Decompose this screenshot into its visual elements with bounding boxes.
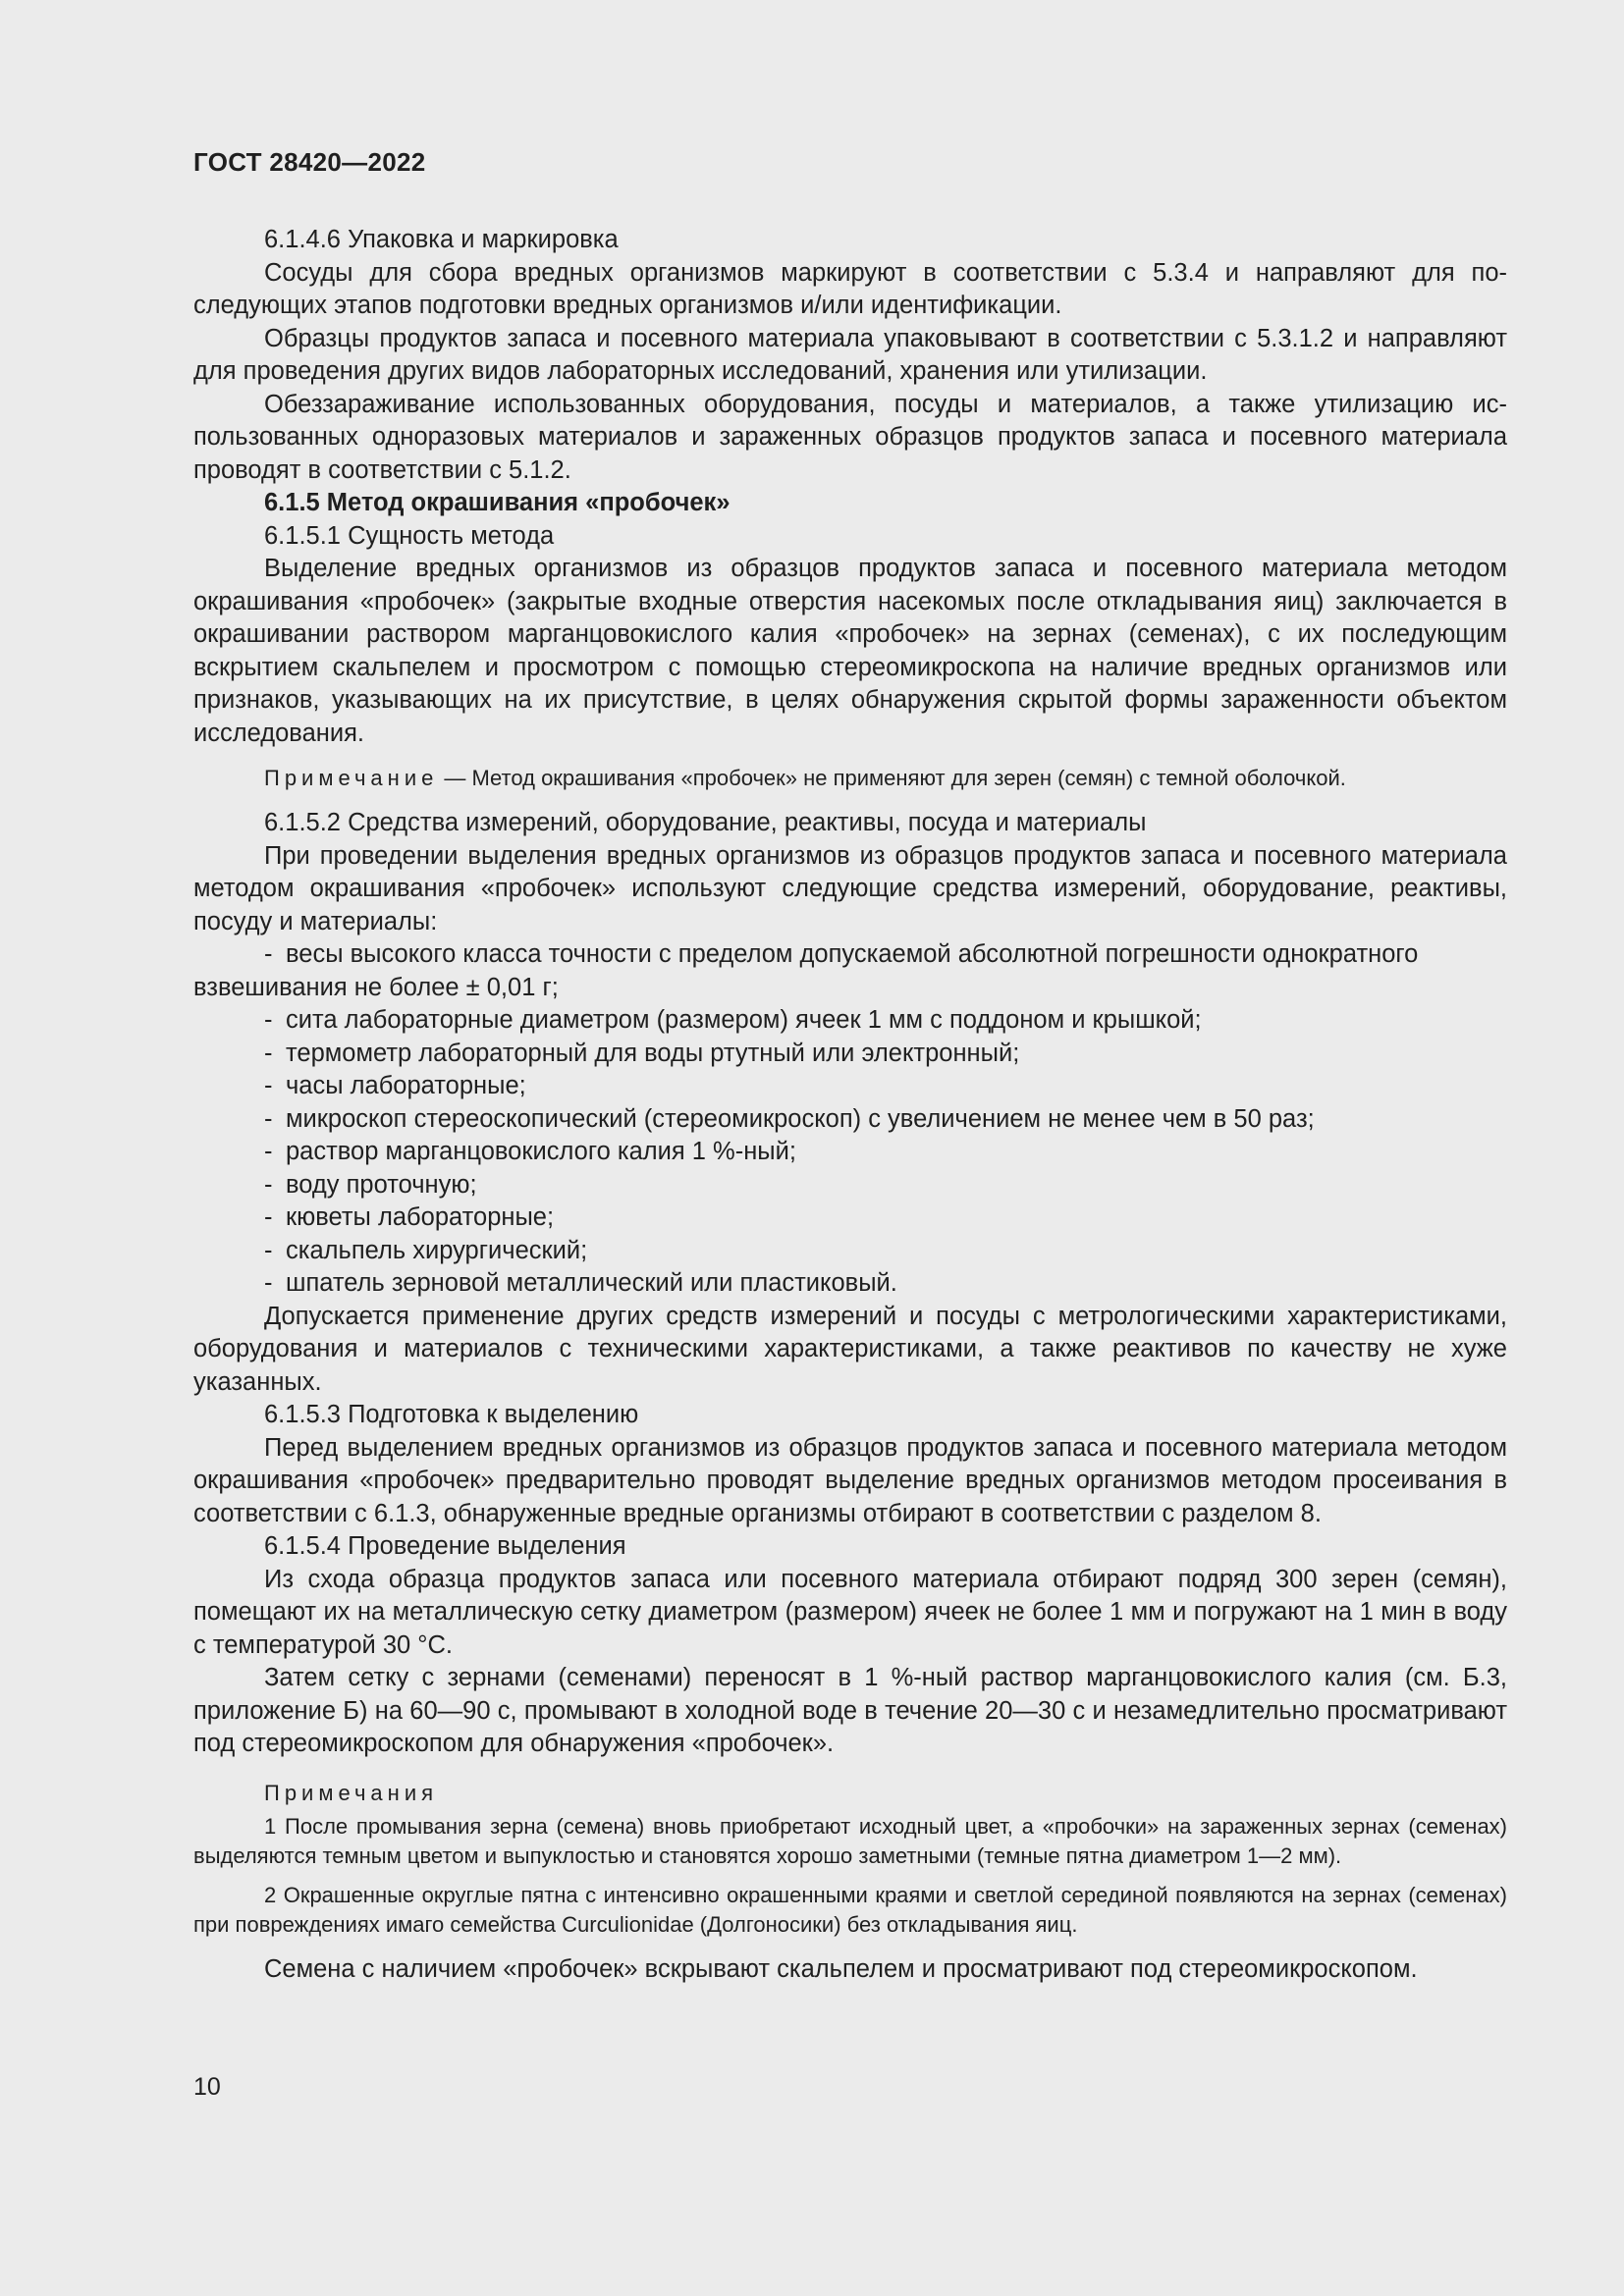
note-text: — Метод окрашивания «пробочек» не применяют для зерен (семян) с темной оболочкой. — [444, 766, 1346, 790]
list-item-text: скальпель хирургический; — [286, 1236, 588, 1264]
list-item-text: шпатель зерновой металлический или пластиковый. — [286, 1269, 897, 1297]
list-item — [193, 938, 1507, 1004]
spacer — [193, 1871, 1507, 1881]
list-item — [193, 1038, 1507, 1071]
list-item-text: микроскоп стереоскопический (стереомикроскоп) с увеличением не менее чем в 50 раз; — [286, 1104, 1315, 1133]
list-item-text: сита лабораторные диаметром (размером) ячеек 1 мм с поддоном и крышкой; — [286, 1006, 1202, 1034]
standard-header: ГОСТ 28420—2022 — [193, 147, 426, 177]
notes-heading: Примечания — [264, 1780, 439, 1805]
list-dash: - — [264, 1236, 273, 1264]
list-item — [193, 1169, 1507, 1202]
paragraph: Обеззараживание использованных оборудования, посуды и материалов, а также утилизацию использованных одноразовых материалов и зараженных образцов продуктов запаса и посевного материала проводят в соответствии с 5.1.2. — [193, 390, 1507, 484]
list-dash: - — [264, 1203, 273, 1231]
list-item — [193, 1070, 1507, 1103]
section-6-1-5-1-title: 6.1.5.1 Сущность метода — [264, 521, 555, 550]
paragraph: Выделение вредных организмов из образцов продуктов запаса и посевного материала методом окрашивания «пробочек» (закрытые входные отверстия насекомых после откладывания яиц) заключается в окрашивании раствором марганцовокислого калия «пробочек» на зернах (семенах), с их последующим вскрытием скальпелем и просмотром с помощью стереомикроскопа на наличие вредных организмов или признаков, указывающих на их присутствие, в целях обнаружения скрытой формы зараженности объектом исследования. — [193, 555, 1507, 747]
paragraph: Сосуды для сбора вредных организмов маркируют в соответствии с 5.3.4 и направляют для последующих этапов подготовки вредных организмов и/или идентификации. — [193, 258, 1507, 319]
list-dash: - — [264, 1138, 273, 1165]
note — [193, 764, 1507, 793]
section-6-1-4-6-title: 6.1.4.6 Упаковка и маркировка — [264, 226, 619, 253]
note-label: Примечание — [264, 766, 439, 790]
list-item-text: часы лабораторные; — [286, 1072, 526, 1099]
spacer — [193, 1940, 1507, 1953]
paragraph: Семена с наличием «пробочек» вскрывают скальпелем и просматривают под стереомикроскопом. — [264, 1954, 1418, 1983]
list-item — [193, 1267, 1507, 1301]
paragraph: Из схода образца продуктов запаса или посевного материала отбирают подряд 300 зерен (семян), помещают их на металлическую сетку диаметром (размером) ячеек не более 1 мм и погружают на 1 мин в воду с температурой 30 °С. — [193, 1565, 1507, 1659]
paragraph: Затем сетку с зернами (семенами) переносят в 1 %-ный раствор марганцовокислого калия (см. Б.3, приложение Б) на 60—90 с, промывают в холодной воде в течение 20—30 с и незамедлительно просматривают под стереомикроскопом для обнаружения «пробочек». — [193, 1664, 1507, 1757]
document-body — [193, 224, 1507, 1986]
list-dash: - — [264, 1269, 273, 1297]
list-dash: - — [264, 1006, 273, 1034]
list-item — [193, 1201, 1507, 1235]
section-6-1-5-2-title: 6.1.5.2 Средства измерений, оборудование, реактивы, посуда и материалы — [264, 809, 1147, 836]
paragraph: Перед выделением вредных организмов из образцов продуктов запаса и посевного материала методом окрашивания «пробочек» предварительно проводят выделение вредных организмов методом просеивания в соответствии с 6.1.3, обнаруженные вредные организмы отбирают в соответствии с разделом 8. — [193, 1433, 1507, 1527]
list-dash: - — [264, 940, 273, 968]
note-2: 2 Окрашенные округлые пятна с интенсивно окрашенными краями и светлой серединой появляются на зернах (семенах) при повреждениях имаго семейства Curculionidae (Долгоносики) без откладывания яиц. — [193, 1882, 1507, 1937]
section-6-1-5-title: 6.1.5 Метод окрашивания «пробочек» — [264, 489, 731, 516]
list-item-text: кюветы лабораторные; — [286, 1203, 555, 1231]
list-item-text: раствор марганцовокислого калия 1 %-ный; — [286, 1138, 796, 1165]
page-number: 10 — [193, 2073, 221, 2101]
list-dash: - — [264, 1104, 273, 1133]
list-item-text: воду проточную; — [286, 1170, 477, 1199]
paragraph: Образцы продуктов запаса и посевного материала упаковывают в соответствии с 5.3.1.2 и направляют для проведения других видов лабораторных исследований, хранения или утилизации. — [193, 324, 1507, 385]
list-dash: - — [264, 1072, 273, 1099]
list-dash: - — [264, 1170, 273, 1199]
paragraph: При проведении выделения вредных организмов из образцов продуктов запаса и посевного материала методом окрашивания «пробочек» используют следующие средства измерений, оборудование, реактивы, посуду и материалы: — [193, 841, 1507, 935]
section-6-1-5-3-title: 6.1.5.3 Подготовка к выделению — [264, 1401, 639, 1428]
list-dash: - — [264, 1039, 273, 1067]
list-item — [193, 1235, 1507, 1268]
note-1: 1 После промывания зерна (семена) вновь приобретают исходный цвет, а «пробочки» на зараженных зернах (семенах) выделяются темным цветом и выпуклостью и становятся хорошо заметными (темные пятна диаметром 1—2 мм). — [193, 1813, 1507, 1868]
list-item-text: весы высокого класса точности с пределом допускаемой абсолютной погрешности однократного взвешивания не более ± 0,01 г; — [193, 940, 1419, 1001]
list-item — [193, 1103, 1507, 1137]
equipment-list — [193, 938, 1507, 1301]
list-item-text: термометр лабораторный для воды ртутный или электронный; — [286, 1039, 1020, 1067]
list-item — [193, 1136, 1507, 1169]
section-6-1-5-4-title: 6.1.5.4 Проведение выделения — [264, 1532, 626, 1560]
paragraph: Допускается применение других средств измерений и посуды с метрологическими характеристиками, оборудования и материалов с техническими характеристиками, а также реактивов по качеству не хуже указанных. — [193, 1302, 1507, 1396]
list-item — [193, 1004, 1507, 1038]
